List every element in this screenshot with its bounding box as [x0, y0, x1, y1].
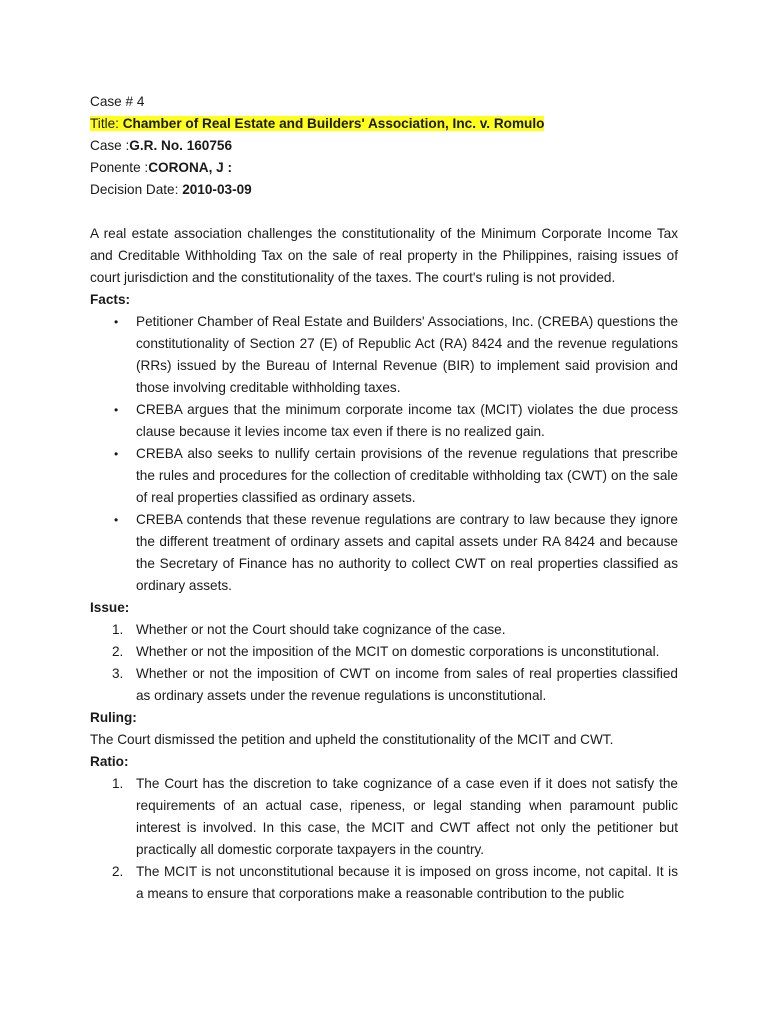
case-number: Case # 4 — [90, 94, 145, 109]
list-item: • CREBA argues that the minimum corporate income tax (MCIT) violates the due process clause because it levies income tax even if there is no realized gain. — [90, 399, 678, 443]
case-title-line — [90, 113, 678, 135]
list-number: 1. — [112, 776, 124, 791]
list-item: • Petitioner Chamber of Real Estate and Builders' Associations, Inc. (CREBA) questions the constitutionality of Section 27 (E) of Republic Act (RA) 8424 and the revenue regulations (RRs) issued by the Bureau of Internal Revenue (BIR) to implement said provision and those involving creditable withholding taxes. — [90, 311, 678, 399]
bullet-icon: • — [114, 403, 119, 417]
case-title: Chamber of Real Estate and Builders' Association, Inc. v. Romulo — [122, 116, 545, 131]
list-item: • CREBA also seeks to nullify certain provisions of the revenue regulations that prescribe the rules and procedures for the collection of creditable withholding tax (CWT) on the sale of real properties classified as ordinary assets. — [90, 443, 678, 509]
ruling-heading: Ruling: — [90, 710, 137, 725]
case-id-line — [90, 135, 678, 157]
title-label: Title: — [90, 116, 123, 131]
ponente-label: Ponente : — [90, 160, 149, 175]
bullet-icon: • — [114, 315, 119, 329]
ratio-heading: Ratio: — [90, 754, 129, 769]
list-item: 2. Whether or not the imposition of the MCIT on domestic corporations is unconstitutional. — [90, 641, 678, 663]
title-highlight — [90, 116, 544, 131]
list-number: 1. — [112, 622, 124, 637]
ponente-line — [90, 157, 678, 179]
list-item: 2. The MCIT is not unconstitutional because it is imposed on gross income, not capital. It is a means to ensure that corporations make a reasonable contribution to the public — [90, 861, 678, 905]
list-item: 3. Whether or not the imposition of CWT on income from sales of real properties classified as ordinary assets under the revenue regulations is unconstitutional. — [90, 663, 678, 707]
list-item: 1. The Court has the discretion to take cognizance of a case even if it does not satisfy the requirements of an actual case, ripeness, or legal standing when paramount public interest is involved. In this case, the MCIT and CWT affect not only the petitioner but practically all domestic corporate taxpayers in the country. — [90, 773, 678, 861]
bullet-icon: • — [114, 513, 119, 527]
list-number: 2. — [112, 864, 124, 879]
decision-date-line — [90, 179, 678, 201]
case-id-label: Case : — [90, 138, 130, 153]
facts-heading: Facts: — [90, 292, 131, 307]
list-item: 1. Whether or not the Court should take cognizance of the case. — [90, 619, 678, 641]
bullet-icon: • — [114, 447, 119, 461]
ratio-list — [90, 773, 678, 905]
facts-list — [90, 311, 678, 597]
decision-date: 2010-03-09 — [182, 182, 252, 197]
case-id: G.R. No. 160756 — [129, 138, 233, 153]
issue-list — [90, 619, 678, 707]
document-page — [90, 91, 678, 905]
case-summary: A real estate association challenges the constitutionality of the Minimum Corporate Income Tax and Creditable Withholding Tax on the sale of real property in the Philippines, raising issues of court jurisdiction and the constitutionality of the taxes. The court's ruling is not provided. — [90, 226, 678, 285]
ruling-text: The Court dismissed the petition and upheld the constitutionality of the MCIT and CWT. — [90, 732, 614, 747]
decision-date-label: Decision Date: — [90, 182, 183, 197]
list-number: 3. — [112, 666, 124, 681]
list-number: 2. — [112, 644, 124, 659]
list-item: • CREBA contends that these revenue regulations are contrary to law because they ignore the different treatment of ordinary assets and capital assets under RA 8424 and because the Secretary of Finance has no authority to collect CWT on real properties classified as ordinary assets. — [90, 509, 678, 597]
issue-heading: Issue: — [90, 600, 130, 615]
ponente: CORONA, J : — [148, 160, 233, 175]
